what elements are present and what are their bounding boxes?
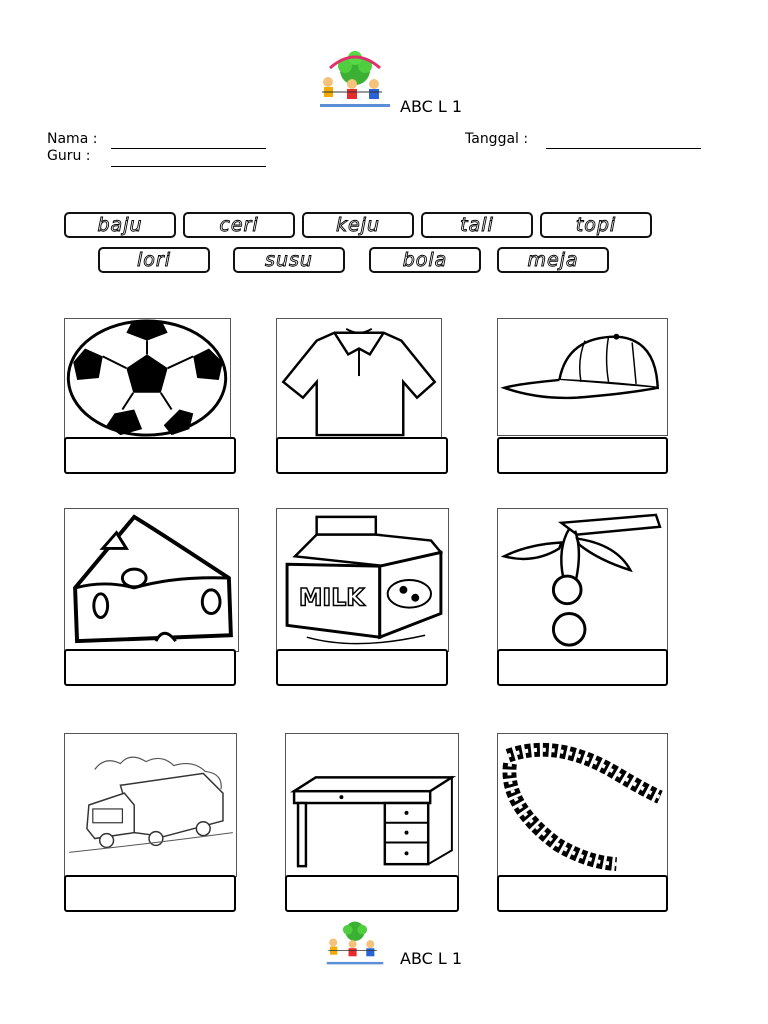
cheese-icon: [65, 509, 238, 651]
answer-box-7[interactable]: [64, 875, 236, 912]
name-label: Nama :: [47, 131, 98, 147]
football-picture: [64, 318, 231, 440]
answer-box-8[interactable]: [285, 875, 459, 912]
answer-box-3[interactable]: [497, 437, 668, 474]
footer-title: ABC L 1: [400, 949, 463, 968]
answer-box-1[interactable]: [64, 437, 236, 474]
answer-box-5[interactable]: [276, 649, 448, 686]
date-field[interactable]: [546, 148, 701, 149]
cap-picture: [497, 318, 668, 436]
milk-picture: [276, 508, 449, 652]
answer-box-6[interactable]: [497, 649, 668, 686]
cheese-picture: [64, 508, 239, 652]
milk-carton-icon: [277, 509, 448, 651]
teacher-field[interactable]: [111, 166, 266, 167]
name-field[interactable]: [111, 148, 266, 149]
cap-icon: [498, 319, 667, 435]
word-susu: susu: [233, 247, 345, 273]
word-meja: meja: [497, 247, 609, 273]
truck-icon: [65, 734, 236, 876]
date-label: Tanggal :: [465, 131, 529, 147]
answer-box-2[interactable]: [276, 437, 448, 474]
rope-picture: [497, 733, 668, 877]
cherry-picture: [497, 508, 668, 652]
teacher-label: Guru :: [47, 148, 91, 164]
logo-top: [312, 48, 398, 110]
page-title: ABC L 1: [400, 97, 463, 116]
word-keju: keju: [302, 212, 414, 238]
desk-icon: [286, 734, 458, 876]
word-topi: topi: [540, 212, 652, 238]
logo-bottom: [312, 920, 398, 970]
truck-picture: [64, 733, 237, 877]
milk-text: MILK: [298, 583, 365, 612]
desk-picture: [285, 733, 459, 877]
answer-box-9[interactable]: [497, 875, 668, 912]
shirt-picture: [276, 318, 442, 440]
word-ceri: ceri: [183, 212, 295, 238]
rope-icon: [498, 734, 667, 876]
word-tali: tali: [421, 212, 533, 238]
cherry-icon: [498, 509, 667, 651]
shirt-icon: [277, 319, 441, 439]
word-lori: lori: [98, 247, 210, 273]
answer-box-4[interactable]: [64, 649, 236, 686]
word-baju: baju: [64, 212, 176, 238]
word-bola: bola: [369, 247, 481, 273]
football-icon: [65, 319, 230, 439]
